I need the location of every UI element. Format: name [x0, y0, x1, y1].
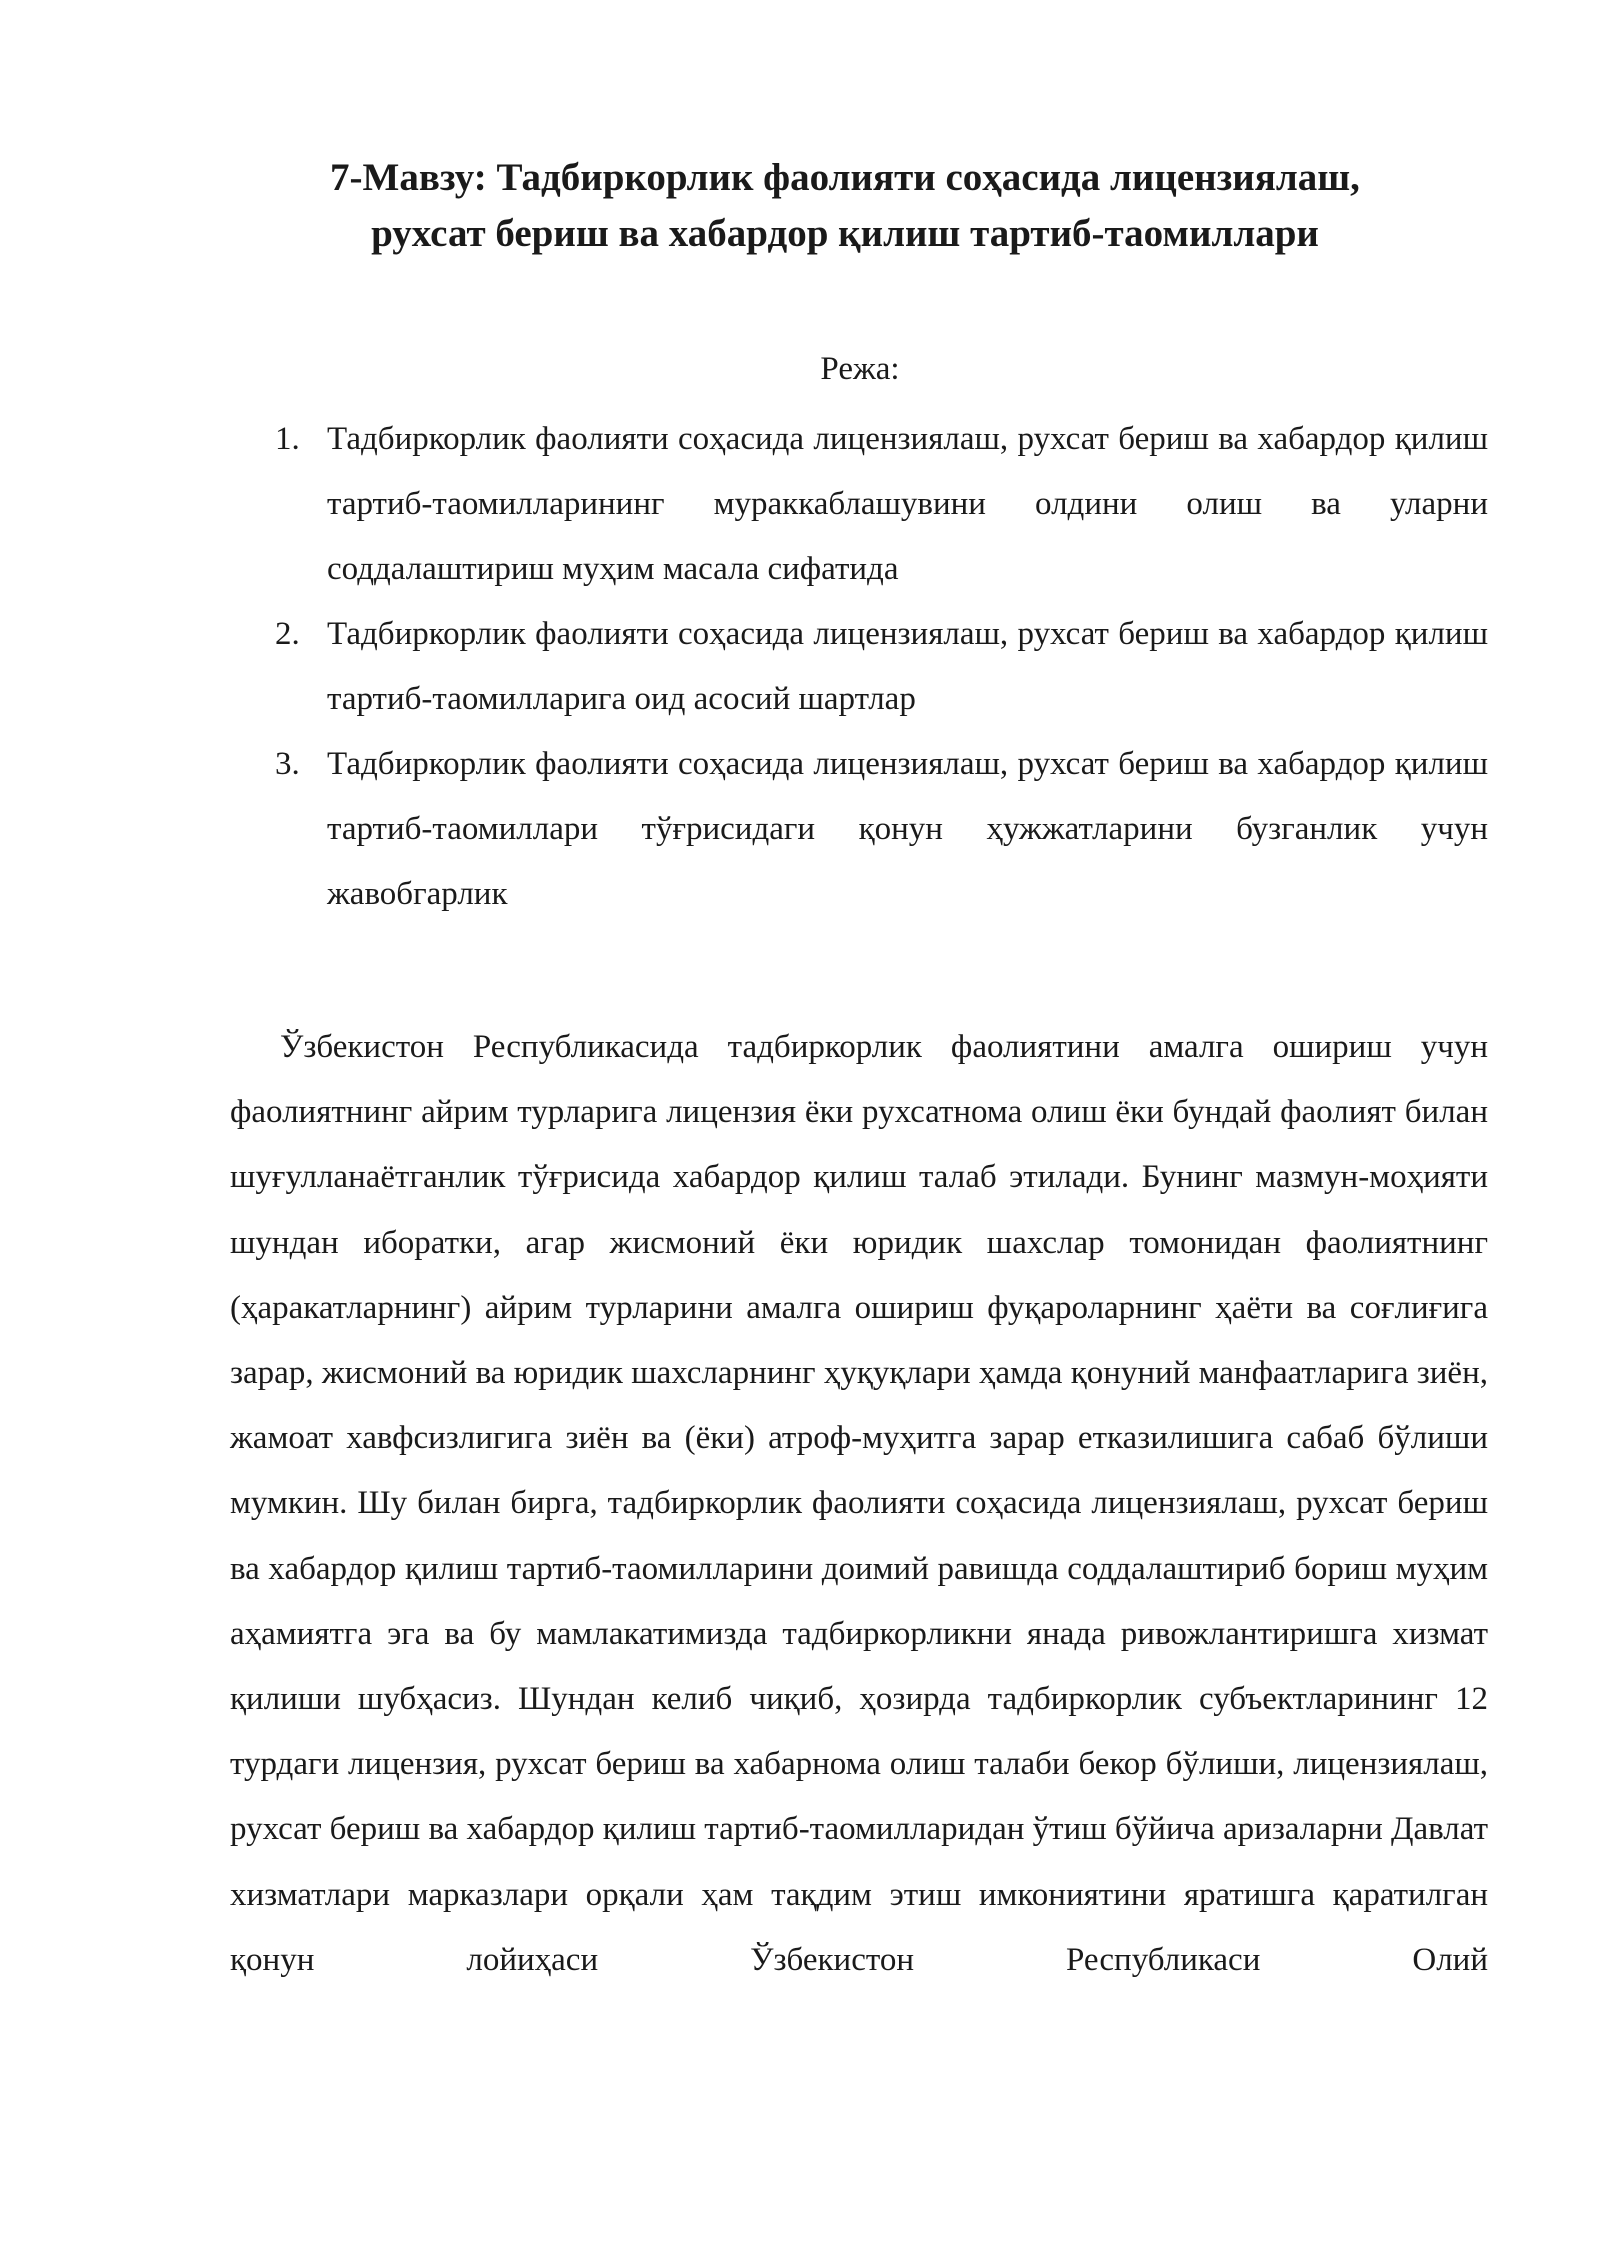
- plan-item-text: Тадбиркорлик фаолияти соҳасида лицензиялаш, рухсат бериш ва хабардор қилиш тартиб-таомиллари тўғрисидаги қонун ҳужжатларини бузганлик учун жавобгарлик: [327, 746, 1488, 912]
- plan-item-number: 2.: [275, 616, 300, 652]
- body-paragraph: Ўзбекистон Республикасида тадбиркорлик фаолиятини амалга ошириш учун фаолиятнинг айрим турларига лицензия ёки рухсатнома олиш ёки бундай фаолият билан шуғулланаётганлик тўғрисида хабардор қилиш талаб этилади. Бунинг мазмун-моҳияти шундан иборатки, агар жисмоний ёки юридик шахслар томонидан фаолиятнинг (ҳаракатларнинг) айрим турларини амалга ошириш фуқароларнинг ҳаёти ва соғлиғига зарар, жисмоний ва юридик шахсларнинг ҳуқуқлари ҳамда қонуний манфаатларига зиён, жамоат хавфсизлигига зиён ва (ёки) атроф-муҳитга зарар етказилишига сабаб бўлиши мумкин. Шу билан бирга, тадбиркорлик фаолияти соҳасида лицензиялаш, рухсат бериш ва хабардор қилиш тартиб-таомилларини доимий равишда соддалаштириб бориш муҳим аҳамиятга эга ва бу мамлакатимизда тадбиркорликни янада ривожлантиришга хизмат қилиши шубҳасиз. Шундан келиб чиқиб, ҳозирда тадбиркорлик субъектларининг 12 турдаги лицензия, рухсат бериш ва хабарнома олиш талаби бекор бўлиши, лицензиялаш, рухсат бериш ва хабардор қилиш тартиб-таомилларидан ўтиш бўйича аризаларни Давлат хизматлари марказлари орқали ҳам тақдим этиш имкониятини яратишга қаратилган қонун лойиҳаси Ўзбекистон Республикаси Олий: [230, 1029, 1488, 1978]
- document-title: [230, 150, 1460, 262]
- plan-item-3: [270, 732, 1488, 927]
- plan-item-number: 1.: [275, 421, 300, 457]
- title-line-2: рухсат бериш ва хабардор қилиш тартиб-таомиллари: [371, 212, 1319, 255]
- plan-item-text: Тадбиркорлик фаолияти соҳасида лицензиялаш, рухсат бериш ва хабардор қилиш тартиб-таомилларининг мураккаблашувини олдини олиш ва уларни соддалаштириш муҳим масала сифатида: [327, 421, 1488, 587]
- plan-item-1: [270, 407, 1488, 602]
- plan-item-number: 3.: [275, 746, 300, 782]
- title-line-1: 7-Мавзу: Тадбиркорлик фаолияти соҳасида лицензиялаш,: [330, 156, 1360, 199]
- plan-list: [270, 407, 1488, 927]
- plan-item-text: Тадбиркорлик фаолияти соҳасида лицензиялаш, рухсат бериш ва хабардор қилиш тартиб-таомилларига оид асосий шартлар: [327, 616, 1488, 717]
- plan-heading: Режа:: [820, 351, 900, 387]
- plan-item-2: [270, 602, 1488, 732]
